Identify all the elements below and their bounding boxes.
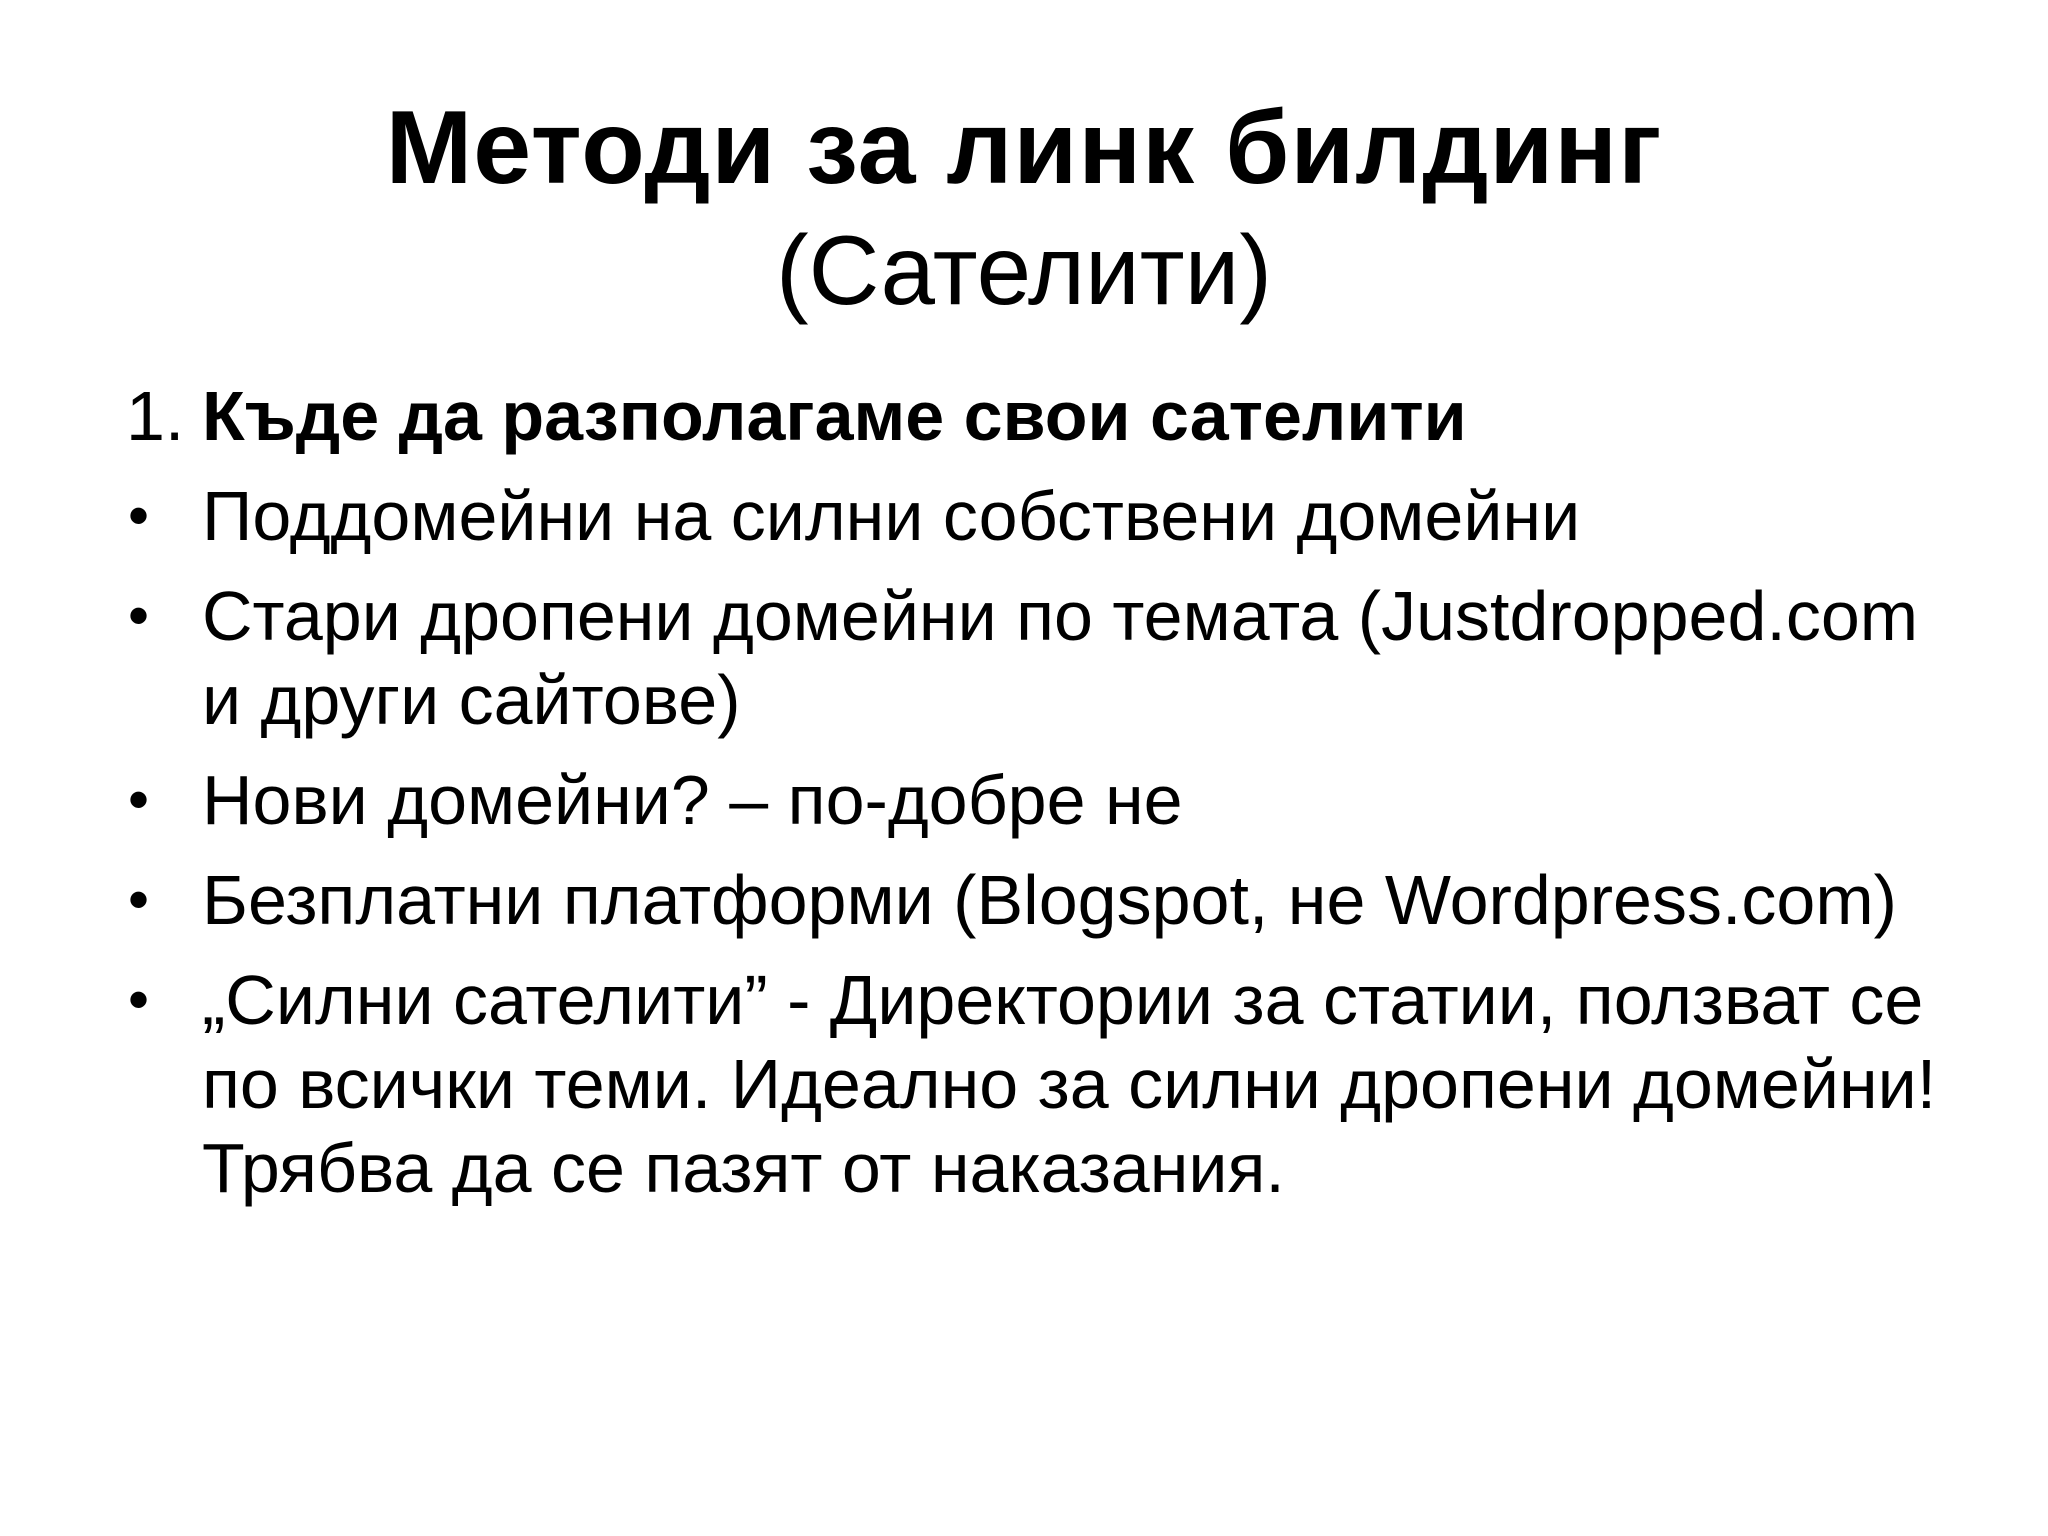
bullet-icon: • [128, 866, 150, 933]
bullet-item [126, 858, 1956, 942]
bullet-item [126, 574, 1956, 742]
slide-subtitle: (Сателити) [775, 215, 1273, 325]
bullet-item [126, 958, 1956, 1210]
slide-title: Методи за линк билдинг [385, 90, 1663, 206]
bullet-item [126, 474, 1956, 558]
bullet-text: „Силни сателити” - Директории за статии, ползват се по всички теми. Идеално за силни дропени домейни! Трябва да се пазят от наказания. [202, 961, 1937, 1207]
numbered-heading-text: Къде да разполагаме свои сателити [202, 377, 1467, 455]
bullet-text: Стари дропени домейни по темата (Justdropped.com и други сайтове) [202, 577, 1919, 739]
bullet-text: Безплатни платформи (Blogspot, не Wordpress.com) [202, 861, 1897, 939]
bullet-icon: • [128, 766, 150, 833]
slide-title-block [0, 88, 2048, 326]
slide-body [126, 374, 1956, 1210]
bullet-text: Нови домейни? – по-добре не [202, 761, 1183, 839]
bullet-icon: • [128, 582, 150, 649]
bullet-text: Поддомейни на силни собствени домейни [202, 477, 1581, 555]
bullet-icon: • [128, 966, 150, 1033]
bullet-item [126, 758, 1956, 842]
bullet-icon: • [128, 482, 150, 549]
list-number: 1. [126, 377, 185, 455]
numbered-heading-item [126, 374, 1956, 458]
